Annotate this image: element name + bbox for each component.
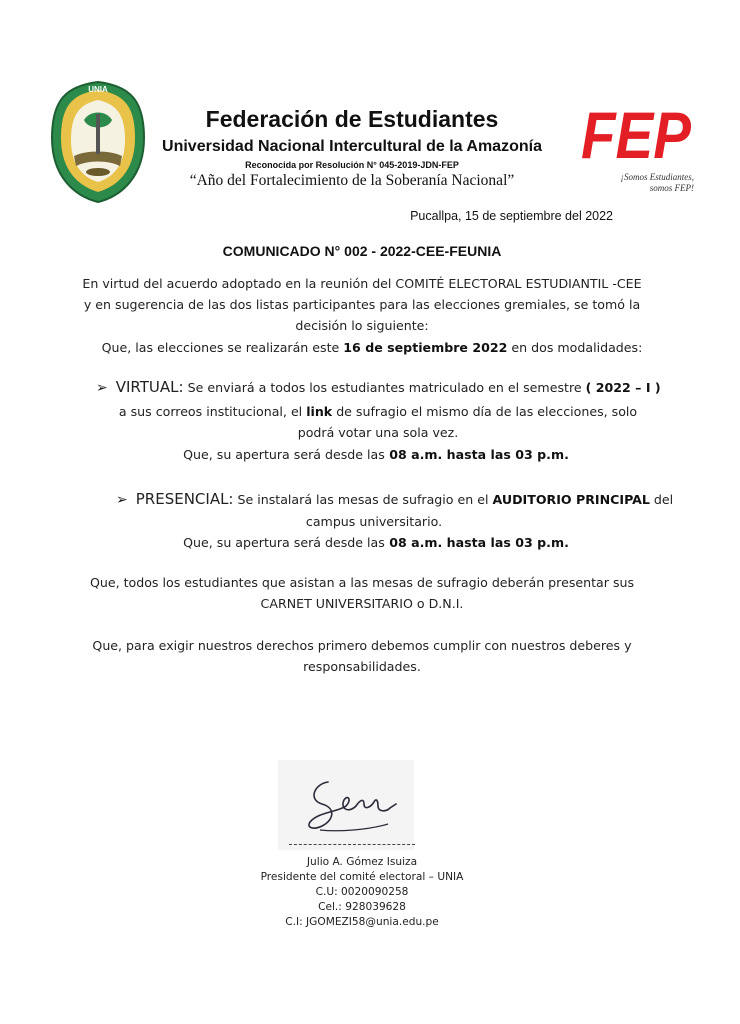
intro-line-3: decisión lo siguiente: (295, 318, 429, 333)
virtual-heading: VIRTUAL: (115, 378, 184, 396)
arrow-bullet-icon: ➢ (116, 492, 128, 508)
presencial-line-1-end: del (649, 492, 674, 507)
fep-slogan (584, 172, 694, 194)
virtual-end-time: 03 p.m. (510, 447, 569, 462)
presencial-start-time: 08 a.m. hasta (384, 535, 491, 550)
presencial-end-time: 03 p.m. (510, 535, 569, 550)
intro-line-4-end: en dos modalidades: (507, 340, 643, 355)
presencial-schedule-text: Que, su apertura será desde (183, 535, 368, 550)
election-date: 16 de septiembre 2022 (343, 340, 508, 355)
place-date: Pucallpa, 15 de septiembre del 2022 (410, 209, 613, 223)
signer-name: Julio A. Gómez Isuiza (306, 856, 418, 868)
handwritten-signature (278, 760, 414, 850)
intro-line-1: En virtud del acuerdo adoptado en la reunión del COMITÉ ELECTORAL ESTUDIANTIL -CEE (82, 276, 642, 291)
intro-line-2: y en sugerencia de las dos listas participantes para las elecciones gremiales, se tomó la (83, 297, 641, 312)
fep-slogan-line-1: ¡Somos Estudiantes, (620, 172, 694, 182)
university-name: Universidad Nacional Intercultural de la Amazonía (162, 138, 542, 155)
presencial-line-3 (14, 535, 738, 550)
closing-line-2: responsabilidades. (303, 659, 421, 674)
resolution-text: Reconocida por Resolución N° 045-2019-JDN-FEP (245, 160, 459, 170)
signer-cu: C.U: 0020090258 (315, 886, 409, 898)
virtual-schedule-las: las (367, 447, 385, 462)
virtual-line-2 (16, 404, 740, 419)
year-motto: “Año del Fortalecimiento de la Soberanía Nacional” (189, 172, 515, 189)
closing-line-1: Que, para exigir nuestros derechos primero debemos cumplir con nuestros deberes y (92, 638, 632, 653)
presencial-line-1-text: Se instalará las mesas de sufragio en el (233, 492, 493, 507)
requirement-line-1: Que, todos los estudiantes que asistan a las mesas de sufragio deberán presentar sus (89, 575, 635, 590)
fep-logo-text: FEP (581, 98, 692, 172)
virtual-line-2-text: a sus correos institucional, el (118, 404, 307, 419)
intro-line-4-text: Que, las elecciones se realizarán este (101, 340, 344, 355)
virtual-schedule-text: Que, su apertura será desde (183, 447, 368, 462)
signature-area (278, 760, 414, 850)
federation-title: Federación de Estudiantes (205, 106, 499, 132)
intro-line-4 (10, 340, 734, 355)
signer-position: Presidente del comité electoral – UNIA (260, 871, 464, 883)
virtual-start-time: 08 a.m. hasta (384, 447, 491, 462)
requirement-line-2: CARNET UNIVERSITARIO o D.N.I. (260, 596, 464, 611)
virtual-line-1 (96, 378, 661, 396)
document-title: COMUNICADO N° 002 - 2022-CEE-FEUNIA (222, 243, 502, 259)
signer-phone: Cel.: 928039628 (318, 901, 406, 913)
arrow-bullet-icon: ➢ (96, 380, 108, 396)
presencial-heading: PRESENCIAL: (135, 490, 234, 508)
virtual-schedule-las-2: las (490, 447, 511, 462)
signature-line (289, 844, 415, 845)
fep-slogan-line-2: somos FEP! (649, 183, 694, 193)
presencial-line-1 (116, 490, 673, 508)
link-word: link (306, 404, 333, 419)
virtual-line-2-end: de sufragio el mismo día de las elecciones, solo (332, 404, 638, 419)
presencial-schedule-las: las (367, 535, 385, 550)
unia-seal-logo (50, 80, 146, 204)
virtual-line-1-text: Se enviará a todos los estudiantes matriculado en el semestre (183, 380, 586, 395)
signer-email: C.I: JGOMEZI58@unia.edu.pe (285, 916, 439, 928)
semester: ( 2022 – I ) (585, 380, 661, 395)
presencial-line-2: campus universitario. (305, 514, 443, 529)
fep-logo (578, 98, 694, 172)
seal-text: UNIA (88, 85, 108, 94)
virtual-line-4 (14, 447, 738, 462)
auditorio-principal: AUDITORIO PRINCIPAL (492, 492, 650, 507)
virtual-line-3: podrá votar una sola vez. (297, 425, 459, 440)
presencial-schedule-las-2: las (490, 535, 511, 550)
